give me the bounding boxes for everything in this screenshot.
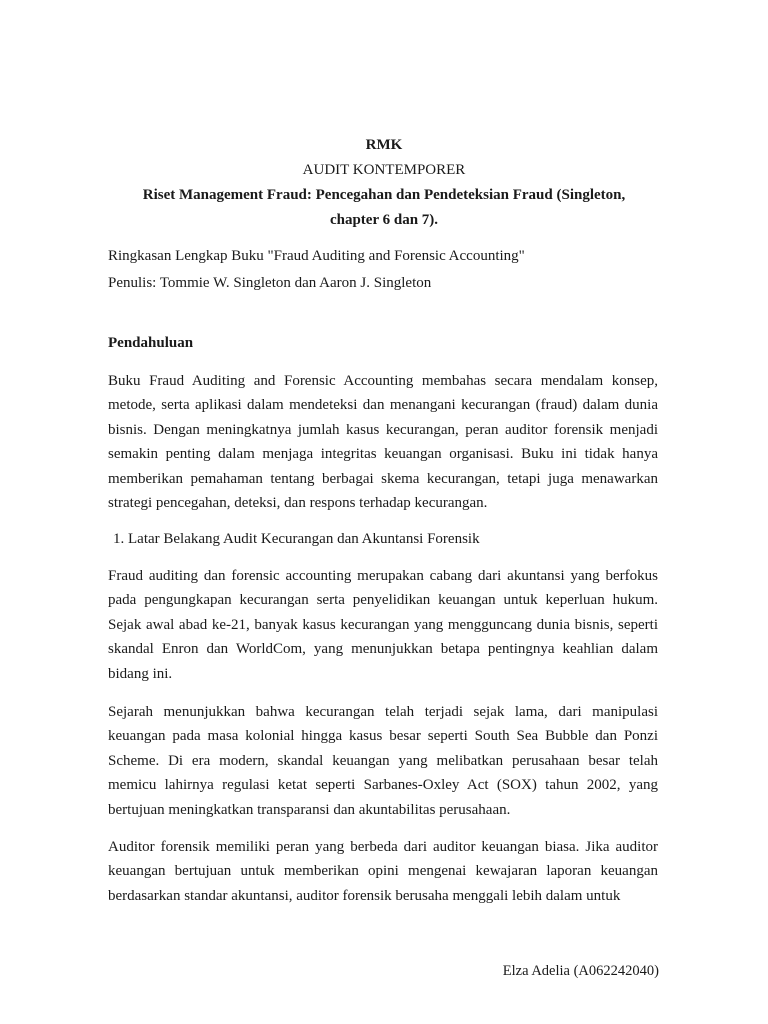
document-subtitle-line1: Riset Management Fraud: Pencegahan dan Pendeteksian Fraud (Singleton, bbox=[142, 187, 626, 203]
document-meta bbox=[108, 243, 660, 297]
section-1-paragraph-2: Sejarah menunjukkan bahwa kecurangan telah terjadi sejak lama, dari manipulasi keuangan pada masa kolonial hingga kasus besar seperti South Sea Bubble dan Ponzi Scheme. Di era modern, skandal keuangan yang melibatkan perusahaan besar telah memicu lahirnya regulasi ketat seperti Sarbanes-Oxley Act (SOX) tahun 2002, yang bertujuan meningkatkan transparansi dan akuntabilitas perusahaan. bbox=[108, 704, 658, 818]
intro-paragraph: Buku Fraud Auditing and Forensic Accounting membahas secara mendalam konsep, metode, serta aplikasi dalam mendeteksi dan menangani kecurangan (fraud) dalam dunia bisnis. Dengan meningkatnya jumlah kasus kecurangan, peran auditor forensik menjadi semakin penting dalam menjaga integritas keuangan organisasi. Buku ini tidak hanya memberikan pemahaman tentang berbagai skema kecurangan, tetapi juga menawarkan strategi pencegahan, deteksi, dan respons terhadap kecurangan. bbox=[108, 373, 658, 512]
course-name: AUDIT KONTEMPORER bbox=[302, 162, 466, 178]
document-title: RMK bbox=[365, 137, 403, 153]
document-subtitle-line2: chapter 6 dan 7). bbox=[329, 212, 439, 228]
author-line: Penulis: Tommie W. Singleton dan Aaron J. Singleton bbox=[108, 275, 432, 291]
section-1-paragraph-3: Auditor forensik memiliki peran yang berbeda dari auditor keuangan biasa. Jika auditor keuangan bertujuan untuk memberikan opini mengenai kewajaran laporan keuangan berdasarkan standar akuntansi, auditor forensik berusaha menggali lebih dalam untuk bbox=[108, 839, 658, 904]
page-footer-author: Elza Adelia (A062242040) bbox=[502, 963, 659, 979]
section-1-paragraph-1: Fraud auditing dan forensic accounting merupakan cabang dari akuntansi yang berfokus pada pengungkapan kecurangan serta penyelidikan keuangan untuk keperluan hukum. Sejak awal abad ke-21, banyak kasus kecurangan yang mengguncang dunia bisnis, seperti skandal Enron dan WorldCom, yang menunjukkan betapa pentingnya keahlian dalam bidang ini. bbox=[108, 568, 658, 682]
section-1-heading: 1. Latar Belakang Audit Kecurangan dan Akuntansi Forensik bbox=[113, 531, 480, 547]
intro-heading: Pendahuluan bbox=[108, 335, 194, 351]
document-header bbox=[108, 133, 660, 233]
summary-line: Ringkasan Lengkap Buku "Fraud Auditing and Forensic Accounting" bbox=[108, 248, 525, 264]
